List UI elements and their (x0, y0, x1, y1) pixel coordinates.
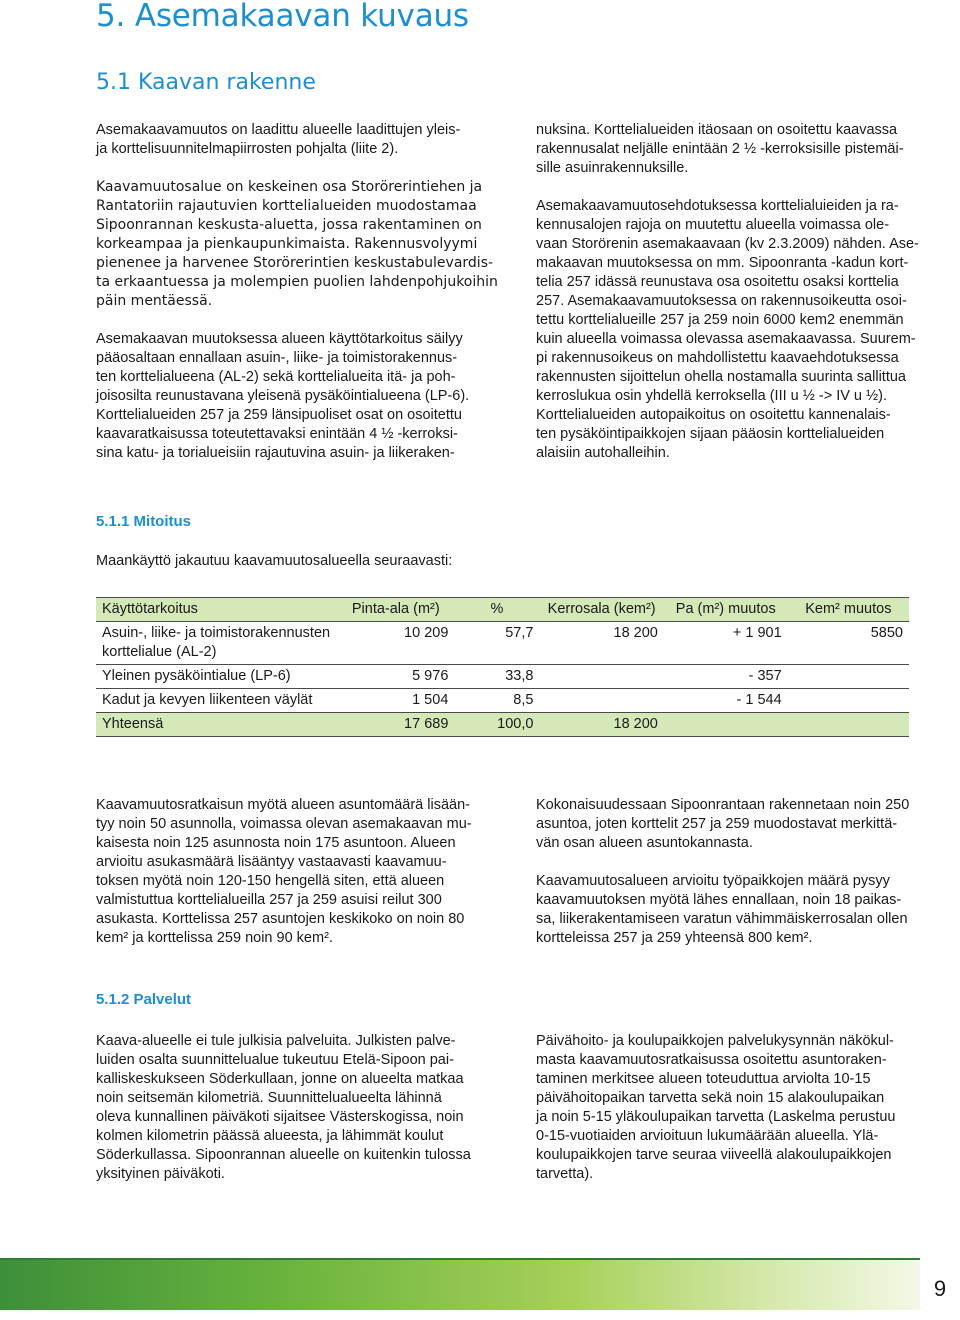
text-line: 257. Asemakaavamuutoksessa on rakennusoikeutta osoi- (536, 293, 907, 309)
section-1-left-column (96, 121, 498, 463)
text-line: luiden osalta suunnittelualue tukeutuu Etelä-Sipoon pai- (96, 1052, 454, 1068)
table-cell: 5 976 (337, 665, 454, 689)
text-line: joisosilta reunustavana yleisenä pysäköintialueena (LP-6). (96, 388, 470, 404)
text-line: kortteleissa 257 ja 259 yhteensä 800 kem². (536, 930, 813, 946)
text-line: vän osan alueen asuntokannasta. (536, 835, 753, 851)
text-line: Kaava-alueelle ei tule julkisia palveluita. Julkisten palve- (96, 1033, 456, 1049)
text-line: asukasta. Korttelissa 257 asuntojen keskikoko on noin 80 (96, 911, 465, 927)
column-header: Kerrosala (kem²) (539, 598, 663, 622)
section-title: 5.1 Kaavan rakenne (96, 70, 316, 95)
text-line: yksityinen päiväkoti. (96, 1166, 225, 1182)
table-cell: 10 209 (337, 622, 454, 665)
text-line: Korttelialueiden 257 ja 259 länsipuoliset osat on osoitettu (96, 407, 462, 423)
table-cell: Yhteensä (96, 713, 337, 737)
table-cell (788, 665, 909, 689)
text-line: päivähoitopaikan tarvetta sekä noin 15 alakoulupaikan (536, 1090, 885, 1106)
table-cell: - 1 544 (664, 689, 788, 713)
table-cell: 57,7 (454, 622, 539, 665)
text-line: tettu korttelialueille 257 ja 259 noin 6000 kem2 enemmän (536, 312, 904, 328)
text-line: oleva kunnallinen päiväkoti sijaitsee Västerskogissa, noin (96, 1109, 464, 1125)
text-line: vaan Storörenin asemakaavaan (kv 2.3.2009) nähden. Ase- (536, 236, 919, 252)
text-line: asuntoa, joten korttelit 257 ja 259 muodostavat merkittä- (536, 816, 898, 832)
table-cell (788, 713, 909, 737)
table-cell (664, 713, 788, 737)
page-number: 9 (920, 1258, 960, 1308)
column-header: % (454, 598, 539, 622)
footer-band (0, 1258, 920, 1310)
table-cell: - 357 (664, 665, 788, 689)
text-line: valmistuttua korttelialueilla 257 ja 259 asuisi reilut 300 (96, 892, 442, 908)
text-line: ja korttelisuunnitelmapiirrosten pohjalta (liite 2). (96, 141, 399, 157)
table-cell: 1 504 (337, 689, 454, 713)
text-line: pi rakennusoikeus on mahdollistettu kaavaehdotuksessa (536, 350, 899, 366)
table-cell: 5850 (788, 622, 909, 665)
table-cell (539, 665, 663, 689)
paragraph (96, 178, 498, 311)
text-line: Kaavamuutosratkaisun myötä alueen asuntomäärä lisään- (96, 797, 470, 813)
paragraph (96, 1032, 498, 1184)
text-line: koulupaikkojen tarve seuraa viiveellä alakoulupaikkojen (536, 1147, 892, 1163)
column-header: Pinta-ala (m²) (337, 598, 454, 622)
paragraph (536, 1032, 938, 1184)
text-line: makaavan muutoksessa on mm. Sipoonranta -kadun kort- (536, 255, 909, 271)
text-line: kaisesta noin 125 asunnosta noin 175 asuntoon. Alueen (96, 835, 456, 851)
column-header: Kem² muutos (788, 598, 909, 622)
text-line: arvioitu asukasmäärä lisääntyy vastaavasti kaavamuu- (96, 854, 447, 870)
paragraph (96, 330, 498, 463)
subsection-title-palvelut: 5.1.2 Palvelut (96, 991, 192, 1008)
text-line: Päivähoito- ja koulupaikkojen palvelukysynnän näkökul- (536, 1033, 894, 1049)
text-line: kaavamuutoksen myötä lähes ennallaan, noin 18 paikas- (536, 892, 902, 908)
table-header-row (96, 598, 909, 622)
mitoitus-right-column (536, 796, 938, 948)
text-line: ja noin 5-15 yläkoulupaikan tarvetta (Laskelma perustuu (536, 1109, 896, 1125)
table-intro: Maankäyttö jakautuu kaavamuutosalueella seuraavasti: (96, 553, 453, 569)
table-cell: 18 200 (539, 622, 663, 665)
text-line: kolmen kilometrin päässä alueesta, ja lähimmät koulut (96, 1128, 444, 1144)
subsection-title-mitoitus: 5.1.1 Mitoitus (96, 513, 192, 530)
table-cell: 33,8 (454, 665, 539, 689)
text-line: kennusalojen rajoja on muutettu alueella voimassa ole- (536, 217, 890, 233)
table-cell: Asuin-, liike- ja toimistorakennusten korttelialue (AL-2) (96, 622, 337, 665)
mitoitus-left-column (96, 796, 498, 948)
palvelut-right-column (536, 1032, 938, 1184)
table-cell: 8,5 (454, 689, 539, 713)
text-line: sa, liikerakentamiseen varatun vähimmäiskerrosalan ollen (536, 911, 908, 927)
table-cell (539, 689, 663, 713)
column-header: Käyttötarkoitus (96, 598, 337, 622)
table-row (96, 665, 909, 689)
text-line: pääosaltaan ennallaan asuin-, liike- ja toimistorakennus- (96, 350, 458, 366)
text-line: Korttelialueiden autopaikoitus on osoitettu kannenalais- (536, 407, 891, 423)
text-line: Asemakaavamuutos on laadittu alueelle laadittujen yleis- (96, 122, 461, 138)
paragraph (96, 796, 498, 948)
table-row (96, 622, 909, 665)
text-line: sille asuinrakennuksille. (536, 160, 689, 176)
text-line: rakennusalat neljälle enintään 2 ½ -kerroksisille pistemäi- (536, 141, 904, 157)
text-line: tyy noin 50 asunnolla, voimassa olevan asemakaavan mu- (96, 816, 472, 832)
text-line: ten korttelialueena (AL-2) sekä korttelialueita itä- ja poh- (96, 369, 456, 385)
text-line: 0-15-vuotiaiden arvioituun lukumäärään alueella. Ylä- (536, 1128, 879, 1144)
table-cell: 17 689 (337, 713, 454, 737)
text-line: noin seitsemän kilometriä. Suunnittelualueelta lähinnä (96, 1090, 442, 1106)
text-line: taminen merkitsee alueen toteuduttua arviolta 10-15 (536, 1071, 871, 1087)
text-line: Kaavamuutosalueen arvioitu työpaikkojen määrä pysyy (536, 873, 890, 889)
paragraph (536, 121, 938, 178)
text-line: alaisiin autohalleihin. (536, 445, 670, 461)
text-line: toksen myötä noin 120-150 hengellä siten, että alueen (96, 873, 445, 889)
text-line: Rantatoriin rajautuvien korttelialueiden muodostamaa (96, 198, 477, 214)
table-cell: Yleinen pysäköintialue (LP-6) (96, 665, 337, 689)
text-line: kalliskeskukseen Söderkullaan, jonne on alueelta matkaa (96, 1071, 464, 1087)
section-1-right-column (536, 121, 938, 463)
table-row (96, 689, 909, 713)
text-line: Asemakaavamuutosehdotuksessa korttelialuieiden ja ra- (536, 198, 899, 214)
table-total-row (96, 713, 909, 737)
text-line: kem² ja korttelissa 259 noin 90 kem². (96, 930, 333, 946)
text-line: Kaavamuutosalue on keskeinen osa Storörerintiehen ja (96, 179, 483, 195)
page-heading: 5. Asemakaavan kuvaus (96, 0, 469, 34)
text-line: kerroslukua osin yhdellä kerroksella (III u ½ -> IV u ½). (536, 388, 887, 404)
text-line: Sipoonrannan keskusta-aluetta, jossa rakentaminen on (96, 217, 482, 233)
text-line: ta erkaantuessa ja molempien puolien lahdenpohjukoihin (96, 274, 498, 290)
text-line: Asemakaavan muutoksessa alueen käyttötarkoitus säilyy (96, 331, 463, 347)
paragraph (536, 197, 938, 463)
paragraph (536, 796, 938, 853)
text-line: ten pysäköintipaikkojen sijaan pääosin korttelialueiden (536, 426, 885, 442)
table-cell (788, 689, 909, 713)
text-line: Kokonaisuudessaan Sipoonrantaan rakennetaan noin 250 (536, 797, 910, 813)
table-cell: + 1 901 (664, 622, 788, 665)
paragraph (536, 872, 938, 948)
text-line: pienenee ja harvenee Storörerintien keskustabulevardis- (96, 255, 494, 271)
text-line: päin mentäessä. (96, 293, 213, 309)
text-line: telia 257 idässä reunustava osa osoitettu osaksi korttelia (536, 274, 899, 290)
paragraph (96, 121, 498, 159)
palvelut-left-column (96, 1032, 498, 1184)
text-line: kuin alueella voimassa olevassa asemakaavassa. Suurem- (536, 331, 916, 347)
text-line: rakennusten sijoittelun ohella nostamalla suurinta sallittua (536, 369, 906, 385)
text-line: kaavaratkaisussa toteutettavaksi enintään 4 ½ -kerroksi- (96, 426, 458, 442)
text-line: korkeampaa ja pienkaupunkimaista. Rakennusvolyymi (96, 236, 478, 252)
land-use-table (96, 597, 909, 737)
table-cell: Kadut ja kevyen liikenteen väylät (96, 689, 337, 713)
text-line: tarvetta). (536, 1166, 594, 1182)
column-header: Pa (m²) muutos (664, 598, 788, 622)
text-line: Söderkullassa. Sipoonrannan alueelle on kuitenkin tulossa (96, 1147, 471, 1163)
text-line: sina katu- ja torialueisiin rajautuvina asuin- ja liikeraken- (96, 445, 455, 461)
text-line: masta kaavamuutosratkaisussa osoitettu asuntoraken- (536, 1052, 887, 1068)
table-cell: 100,0 (454, 713, 539, 737)
text-line: nuksina. Korttelialueiden itäosaan on osoitettu kaavassa (536, 122, 898, 138)
table-cell: 18 200 (539, 713, 663, 737)
